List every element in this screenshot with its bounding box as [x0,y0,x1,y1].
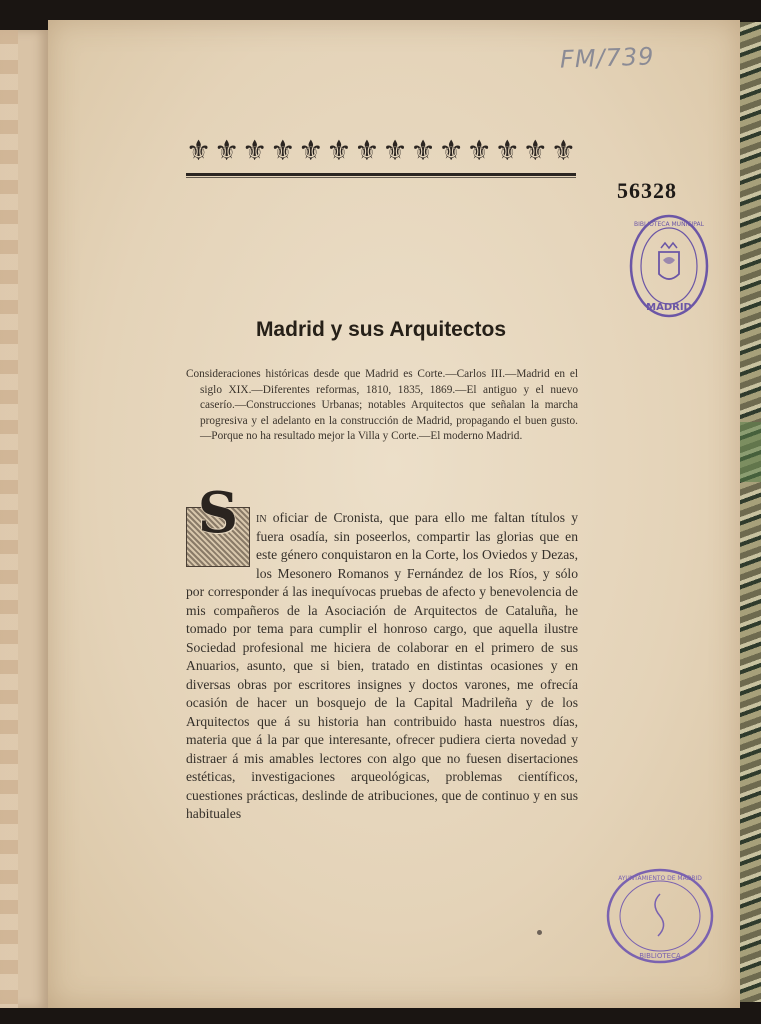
article-summary: Consideraciones históricas desde que Madrid es Corte.—Carlos III.—Madrid en el siglo XIX.—Diferentes reformas, 1810, 1835, 1869.—El antiguo y el nuevo caserío.—Construcciones Urbanas; notables Arquitectos que señalan la marcha progresiva y el adelanto en la construcción de Madrid, propagando el buen gusto.—Porque no ha resultado mejor la Villa y Corte.—El moderno Madrid. [186,368,578,443]
first-word-rest: in [256,510,267,525]
library-stamp-madrid [628,212,710,320]
left-page-edge [0,30,50,1008]
call-number-handwritten: FM/739 [559,42,655,74]
marbled-page-edges [738,22,761,1002]
fleur-de-lis-icon: ⚜ [214,136,240,167]
stamp-city-text: MADRID [646,302,692,313]
accession-number: 56328 [617,178,677,203]
article-title: Madrid y sus Arquitectos [255,318,507,341]
ornament-rule [186,173,576,176]
ornament-rule-thin [186,177,576,178]
fleur-de-lis-icon: ⚜ [550,136,576,167]
fleur-de-lis-icon: ⚜ [466,136,492,167]
stamp-bottom-label: BIBLIOTECA [639,952,681,960]
fleur-de-lis-icon: ⚜ [438,136,464,167]
fleur-de-lis-icon: ⚜ [270,136,296,167]
stamp-ring-text: BIBLIOTECA MUNICIPAL [634,221,704,228]
fleur-de-lis-icon: ⚜ [242,136,268,167]
fleur-de-lis-icon: ⚜ [298,136,324,167]
fleur-de-lis-icon: ⚜ [410,136,436,167]
ink-speck [537,930,542,935]
fleur-de-lis-icon: ⚜ [186,136,212,167]
stamp-bottom-ring-text: AYUNTAMIENTO DE MADRID [618,875,702,882]
fleur-de-lis-icon: ⚜ [326,136,352,167]
body-text: oficiar de Cronista, que para ello me faltan títulos y fuera osadía, sin poseerlos, compartir las glorias que en este género conquistaron en la Corte, los Oviedos y Dezas, los Mesonero Romanos y Fernández de los Ríos, y sólo por corresponder á las inequívocas pruebas de afecto y benevolencia de mis compañeros de la Asociación de Arquitectos de Cataluña, he tomado por tema para cumplir el honroso cargo, que aquella ilustre Sociedad profesional me hiciera de colaborar en el primero de sus Anuarios, asunto, que si bien, tratado en distintas ocasiones y en diversas obras por escritores insignes y doctos varones, me ofrecía ocasión de hacer un bosquejo de la Capital Madrileña y de los Arquitectos que á su historia han contribuido hasta nuestros días, materia que á la par que interesante, ofrecer pudiera cierta novedad y distraer á mis amables lectores con algo que no fuesen disertaciones estéticas, investigaciones arqueológicas, problemas científicos, cuestiones prácticas, deslinde de atribuciones, que de continuo y en sus habituales [186,510,578,821]
municipal-stamp-bottom [604,866,716,966]
fleur-de-lis-ornament-band [186,136,576,168]
article-body [186,480,578,824]
fleur-de-lis-icon: ⚜ [354,136,380,167]
fleur-de-lis-icon: ⚜ [494,136,520,167]
fleur-de-lis-icon: ⚜ [522,136,548,167]
fleur-de-lis-icon: ⚜ [382,136,408,167]
ornate-drop-cap [186,480,250,567]
drop-cap-letter: S [197,480,239,546]
